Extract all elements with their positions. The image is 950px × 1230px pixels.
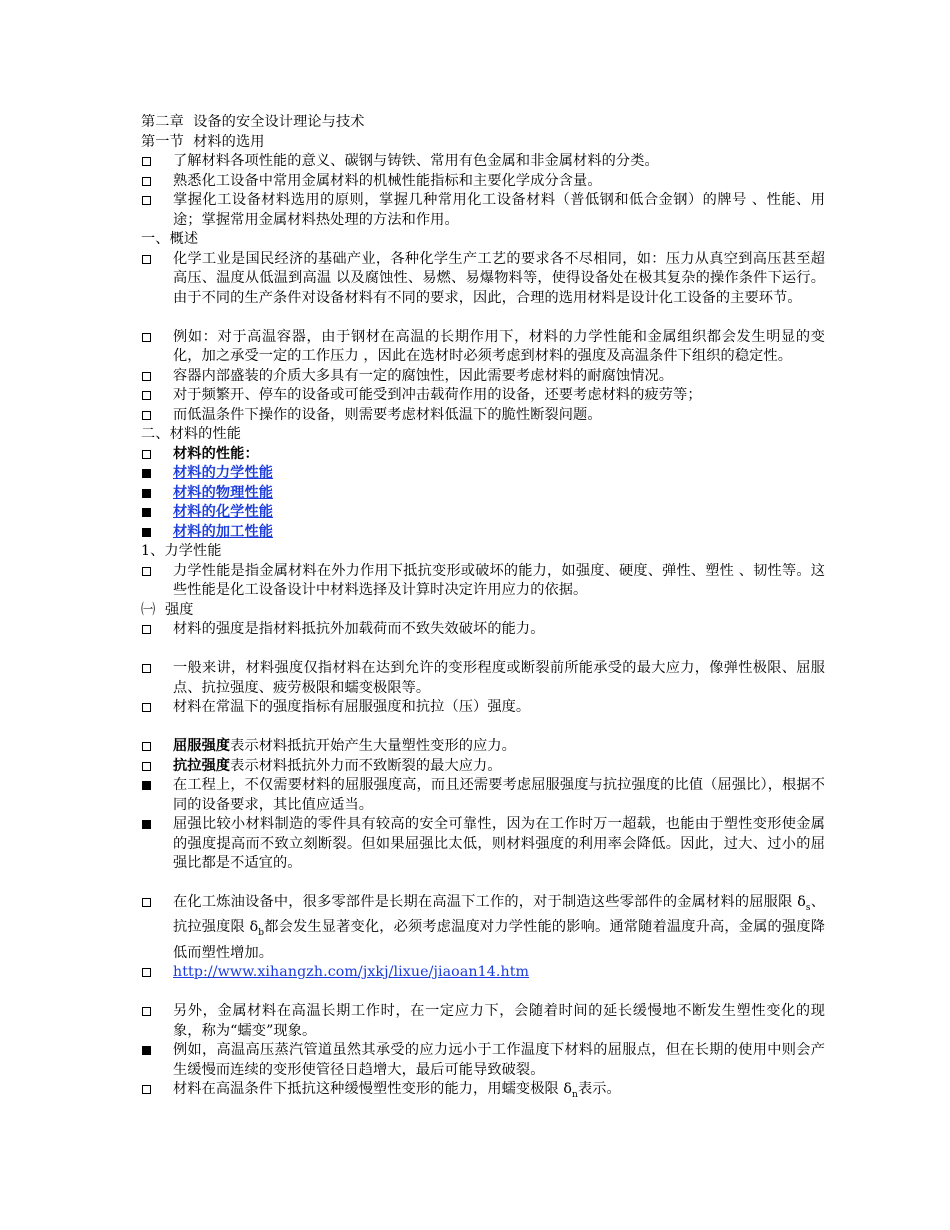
ratio-text: 屈强比较小材料制造的零件具有较高的安全可靠性，因为在工作时万一超载，也能由于塑性变形使金属的强度提高而不致立刻断裂。但如果屈强比太低，则材料强度的利用率会降低。因此，过大、过小的屈强比都是不适宜的。 [173, 816, 825, 871]
strength-paragraph [141, 659, 825, 698]
hollow-square-bullet-icon [141, 152, 173, 172]
filled-square-bullet-icon [141, 484, 173, 504]
yield-strength-desc: 表示材料抵抗开始产生大量塑性变形的应力。 [230, 738, 516, 754]
overview-text: 而低温条件下操作的设备，则需要考虑材料低温下的脆性断裂问题。 [173, 406, 602, 423]
high-temp-text: 在化工炼油设备中，很多零部件是长期在高温下工作的，对于制造这些零部件的金属材料的屈服限 δ [173, 894, 806, 910]
overview-paragraph [141, 328, 825, 367]
high-temp-paragraph [141, 893, 825, 963]
hollow-square-bullet-icon [141, 328, 173, 348]
chapter-title: 第二章 设备的安全设计理论与技术 [141, 114, 365, 130]
filled-square-bullet-icon [141, 776, 173, 796]
reference-url-link[interactable]: http://www.xihangzh.com/jxkj/lixue/jiaoan14.htm [173, 964, 530, 981]
section-title: 第一节 材料的选用 [141, 133, 265, 150]
hollow-square-bullet-icon [141, 367, 173, 387]
mechanical-text: 力学性能是指金属材料在外力作用下抵抗变形或破坏的能力，如强度、硬度、弹性、塑性 、韧性等。这些性能是化工设备设计中材料选择及计算时决定许用应力的依据。 [173, 562, 825, 598]
overview-paragraph [141, 367, 825, 387]
hollow-square-bullet-icon [141, 406, 173, 426]
hollow-square-bullet-icon [141, 737, 173, 757]
property-link-item [141, 464, 825, 484]
tensile-strength-term: 抗拉强度 [173, 757, 231, 774]
strength-text: 材料的强度是指材料抵抗外加载荷而不致失效破坏的能力。 [173, 621, 545, 637]
filled-square-bullet-icon [141, 523, 173, 543]
chemical-properties-link[interactable]: 材料的化学性能 [173, 504, 274, 520]
hollow-square-bullet-icon [141, 963, 173, 983]
properties-label-item [141, 445, 825, 465]
subscript: b [258, 928, 265, 939]
strength-paragraph [141, 620, 825, 640]
creep-text: 材料在高温条件下抵抗这种缓慢塑性变形的能力，用蠕变极限 δ [173, 1081, 573, 1098]
strength-heading [141, 601, 825, 621]
hollow-square-bullet-icon [141, 445, 173, 465]
high-temp-text: 都会发生显著变化，必须考虑温度对力学性能的影响。通常随着温度升高，金属的强度降低而塑性增加。 [173, 919, 825, 961]
spacer [141, 983, 825, 1003]
subscript: s [805, 902, 811, 913]
strength-number: ㈠ [141, 601, 156, 618]
yield-strength-term: 屈服强度 [173, 738, 231, 754]
strength-text: 一般来讲，材料强度仅指材料在达到允许的变形程度或断裂前所能承受的最大应力，像弹性极限、屈服点、抗拉强度、疲劳极限和蠕变极限等。 [173, 660, 825, 696]
mechanical-heading: 1、力学性能 [141, 543, 222, 559]
hollow-square-bullet-icon [141, 620, 173, 640]
ratio-text: 在工程上，不仅需要材料的屈服强度高，而且还需要考虑屈服强度与抗拉强度的比值（屈强比），根据不同的设备要求，其比值应适当。 [173, 777, 825, 813]
properties-heading: 二、材料的性能 [141, 426, 242, 442]
url-item [141, 963, 825, 983]
hollow-square-bullet-icon [141, 386, 173, 406]
creep-paragraph [141, 1041, 825, 1080]
objective-item [141, 172, 825, 192]
overview-paragraph [141, 386, 825, 406]
properties-label: 材料的性能： [173, 445, 259, 462]
high-temp-text: 、抗拉强度限 δ [173, 894, 825, 936]
tensile-strength-item [141, 757, 825, 777]
objective-item [141, 191, 825, 230]
processing-properties-link[interactable]: 材料的加工性能 [173, 523, 274, 540]
filled-square-bullet-icon [141, 503, 173, 523]
overview-paragraph [141, 250, 825, 309]
creep-text: 例如，高温高压蒸汽管道虽然其承受的应力远小于工作温度下材料的屈服点，但在长期的使用中则会产生缓慢而连续的变形使管径日趋增大，最后可能导致破裂。 [173, 1042, 825, 1078]
tensile-strength-desc: 表示材料抵抗外力而不致断裂的最大应力。 [230, 757, 502, 774]
property-link-item [141, 484, 825, 504]
strength-text: 材料在常温下的强度指标有屈服强度和抗拉（压）强度。 [173, 699, 531, 715]
hollow-square-bullet-icon [141, 172, 173, 192]
ratio-paragraph [141, 815, 825, 874]
objective-item [141, 152, 825, 172]
hollow-square-bullet-icon [141, 191, 173, 211]
overview-paragraph [141, 406, 825, 426]
hollow-square-bullet-icon [141, 1002, 173, 1022]
objective-text: 掌握化工设备材料选用的原则，掌握几种常用化工设备材料（普低钢和低合金钢）的牌号 、性能、用途；掌握常用金属材料热处理的方法和作用。 [173, 192, 825, 228]
overview-text: 化学工业是国民经济的基础产业，各种化学生产工艺的要求各不尽相同，如：压力从真空到高压甚至超高压、温度从低温到高温 以及腐蚀性、易燃、易爆物料等，使得设备处在极其复杂的操作条件下运行。由于不同的生产条件对设备材料有不同的要求，因此，合理的选用材料是设计化工设备的主要环节。 [173, 250, 825, 306]
mechanical-properties-link[interactable]: 材料的力学性能 [173, 465, 274, 481]
overview-heading: 一、概述 [141, 231, 199, 247]
creep-paragraph [141, 1002, 825, 1041]
filled-square-bullet-icon [141, 464, 173, 484]
hollow-square-bullet-icon [141, 698, 173, 718]
hollow-square-bullet-icon [141, 893, 173, 913]
property-link-item [141, 503, 825, 523]
hollow-square-bullet-icon [141, 250, 173, 270]
strength-paragraph [141, 698, 825, 718]
creep-text: 表示。 [577, 1081, 621, 1098]
filled-square-bullet-icon [141, 815, 173, 835]
hollow-square-bullet-icon [141, 757, 173, 777]
overview-text: 例如：对于高温容器，由于钢材在高温的长期作用下，材料的力学性能和金属组织都会发生明显的变化，加之承受一定的工作压力 ，因此在选材时必须考虑到材料的强度及高温条件下组织的稳定性。 [173, 328, 825, 364]
mechanical-paragraph [141, 562, 825, 601]
overview-text: 容器内部盛装的介质大多具有一定的腐蚀性，因此需要考虑材料的耐腐蚀情况。 [173, 367, 674, 384]
physical-properties-link[interactable]: 材料的物理性能 [173, 484, 274, 501]
spacer [141, 874, 825, 894]
strength-heading-text: 强度 [165, 601, 194, 618]
hollow-square-bullet-icon [141, 1080, 173, 1100]
objective-text: 了解材料各项性能的意义、碳钢与铸铁、常用有色金属和非金属材料的分类。 [173, 153, 659, 169]
hollow-square-bullet-icon [141, 562, 173, 582]
creep-paragraph [141, 1080, 825, 1105]
property-link-item [141, 523, 825, 543]
creep-text: 另外，金属材料在高温长期工作时，在一定应力下，会随着时间的延长缓慢地不断发生塑性变化的现象，称为“蠕变”现象。 [173, 1003, 825, 1039]
filled-square-bullet-icon [141, 1041, 173, 1061]
ratio-paragraph [141, 776, 825, 815]
hollow-square-bullet-icon [141, 659, 173, 679]
spacer [141, 308, 825, 328]
document-page [141, 113, 825, 1105]
spacer [141, 640, 825, 660]
overview-text: 对于频繁开、停车的设备或可能受到冲击载荷作用的设备，还要考虑材料的疲劳等； [173, 387, 702, 403]
spacer [141, 718, 825, 738]
subscript: n [572, 1089, 578, 1100]
yield-strength-item [141, 737, 825, 757]
objective-text: 熟悉化工设备中常用金属材料的机械性能指标和主要化学成分含量。 [173, 172, 602, 189]
